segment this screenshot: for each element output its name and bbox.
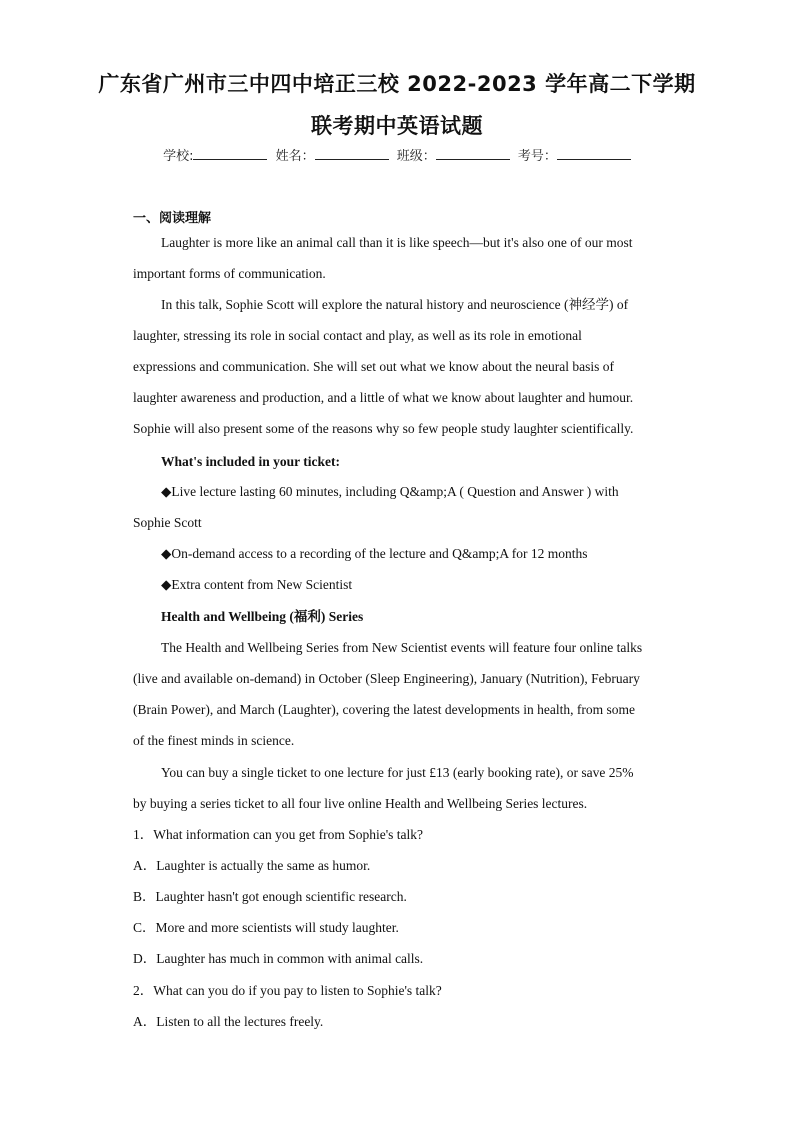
question-option: A．Listen to all the lectures freely. bbox=[133, 1014, 324, 1029]
passage-line: important forms of communication. bbox=[133, 266, 326, 281]
exam-number-label: 考号： bbox=[517, 149, 557, 164]
question-option: A．Laughter is actually the same as humor. bbox=[133, 858, 371, 873]
school-label: 学校: bbox=[163, 149, 194, 164]
ticket-heading: What's included in your ticket: bbox=[161, 454, 341, 469]
passage-line: You can buy a single ticket to one lecture for just £13 (early booking rate), or save 25% bbox=[161, 765, 634, 780]
ticket-item: ◆On-demand access to a recording of the lecture and Q&amp;A for 12 months bbox=[161, 546, 588, 561]
section-title: 一、阅读理解 bbox=[133, 211, 212, 226]
name-blank bbox=[315, 147, 389, 160]
exam-title-line1: 广东省广州市三中四中培正三校 2022-2023 学年高二下学期 bbox=[98, 72, 696, 96]
student-info-row bbox=[0, 145, 794, 164]
passage-line: (Brain Power), and March (Laughter), covering the latest developments in health, from some bbox=[133, 702, 635, 717]
exam-number-blank bbox=[557, 147, 631, 160]
ticket-item: ◆Extra content from New Scientist bbox=[161, 577, 353, 592]
series-heading: Health and Wellbeing (福利) Series bbox=[161, 609, 364, 624]
question-option: B．Laughter hasn't got enough scientific research. bbox=[133, 889, 407, 904]
class-blank bbox=[436, 147, 510, 160]
class-label: 班级： bbox=[396, 149, 436, 164]
question-option: C．More and more scientists will study laughter. bbox=[133, 920, 399, 935]
question-stem: 1．What information can you get from Sophie's talk? bbox=[133, 827, 423, 842]
question-stem: 2．What can you do if you pay to listen to Sophie's talk? bbox=[133, 983, 442, 998]
school-blank bbox=[193, 147, 267, 160]
ticket-item: ◆Live lecture lasting 60 minutes, including Q&amp;A ( Question and Answer ) with bbox=[161, 484, 619, 499]
passage-line: In this talk, Sophie Scott will explore the natural history and neuroscience (神经学) of bbox=[161, 297, 629, 312]
question-option: D．Laughter has much in common with animal calls. bbox=[133, 951, 424, 966]
passage-line: by buying a series ticket to all four live online Health and Wellbeing Series lectures. bbox=[133, 796, 588, 811]
ticket-item: Sophie Scott bbox=[133, 515, 202, 530]
passage-line: expressions and communication. She will set out what we know about the neural basis of bbox=[133, 359, 615, 374]
passage-line: Laughter is more like an animal call than it is like speech—but it's also one of our most bbox=[161, 235, 633, 250]
exam-title-line2: 联考期中英语试题 bbox=[311, 114, 483, 138]
passage-line: laughter awareness and production, and a little of what we know about laughter and humour. bbox=[133, 390, 634, 405]
passage-line: The Health and Wellbeing Series from New Scientist events will feature four online talks bbox=[161, 640, 643, 655]
passage-line: of the finest minds in science. bbox=[133, 733, 295, 748]
passage-line: laughter, stressing its role in social contact and play, as well as its role in emotional bbox=[133, 328, 582, 343]
name-label: 姓名： bbox=[275, 149, 315, 164]
passage-line: (live and available on-demand) in October (Sleep Engineering), January (Nutrition), February bbox=[133, 671, 640, 686]
passage-line: Sophie will also present some of the reasons why so few people study laughter scientifically. bbox=[133, 421, 634, 436]
